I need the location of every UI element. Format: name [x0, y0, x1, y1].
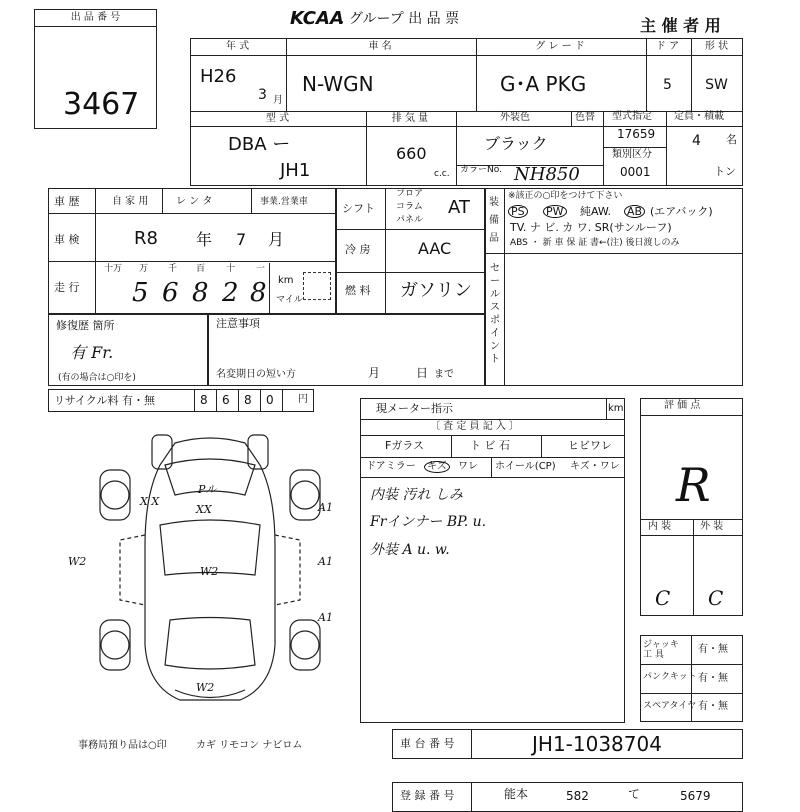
color-no: NH850 [514, 164, 580, 185]
chip-label: ト ビ 石 [470, 439, 510, 452]
lot-number-label: 出 品 番 号 [70, 12, 121, 23]
shift-floor: フロア [396, 189, 424, 199]
digit-label-1k: 千 [168, 264, 178, 274]
mileage-digit: 6 [162, 278, 179, 308]
diagram-mark: W2 [200, 565, 219, 578]
color-label: 外装色 [500, 112, 530, 123]
diagram-mark: Pル [198, 483, 217, 496]
registration-number: 5679 [680, 789, 711, 803]
deadline-month: 月 [368, 366, 381, 380]
inspection-era: R8 [134, 228, 158, 249]
office-note: 事務局預り品は○印 [78, 740, 167, 751]
shape-label: 形 状 [704, 41, 729, 52]
doors: 5 [663, 77, 672, 93]
exterior-color: ブラック [484, 134, 548, 153]
mirror-crack[interactable]: ワレ [458, 461, 478, 472]
history-label: 車 歴 [54, 195, 80, 208]
recycle-label: リサイクル料 有・無 [54, 394, 155, 407]
capacity-unit: 名 [726, 133, 737, 146]
equip-ab-note: (エアバック) [650, 205, 713, 218]
chassis-label: 車 台 番 号 [400, 737, 455, 750]
tool-spare-label: スペアタイヤ [643, 701, 697, 711]
mile-label: マイル [276, 295, 303, 305]
color-no-label: カラーNo. [460, 165, 502, 175]
inspection-label: 車 検 [54, 233, 80, 246]
crack-label: ヒビワレ [568, 439, 612, 452]
shift-panel: パネル [396, 215, 424, 225]
deadline-label: 名変期日の短い方 [216, 369, 296, 380]
rating-score: R [676, 458, 711, 512]
equip-ab[interactable]: AB [624, 205, 645, 218]
inspection-year-unit: 年 [196, 230, 213, 249]
digit-label-10k: 万 [139, 264, 149, 274]
inspection-month-unit: 月 [268, 230, 285, 249]
diagram-mark: A1 [318, 611, 333, 624]
inspection-month: 7 [236, 230, 247, 249]
shift-column: コラム [396, 202, 423, 212]
grade-label: グ レ ー ド [535, 41, 585, 52]
hand-note: 外装 A u. w. [370, 542, 450, 558]
diagram-mark: XX [196, 503, 212, 516]
lot-number-box [34, 9, 157, 129]
digit-label-100: 百 [196, 264, 206, 274]
shift-label: シフト [342, 202, 375, 215]
lot-number: 3467 [63, 87, 140, 122]
shift-value: AT [448, 197, 470, 218]
car-name-label: 車 名 [368, 41, 392, 52]
doors-label: ド ア [655, 41, 680, 52]
load-unit: トン [714, 165, 736, 178]
interior-score: C [655, 586, 671, 610]
vehicle-info-table [190, 38, 743, 186]
category-label: 類別区分 [612, 149, 652, 160]
fuel-value: ガソリン [400, 280, 472, 301]
meter-km: km [608, 403, 624, 414]
year-month: 3 [258, 87, 267, 103]
inspector-label: 〔 査 定 員 記 入 〕 [430, 421, 520, 432]
interior-label: 内 装 [648, 521, 672, 532]
exterior-label: 外 装 [700, 521, 724, 532]
tool-jack-value[interactable]: 有・無 [698, 644, 728, 655]
recycle-digit: 0 [266, 393, 274, 407]
deadline-suffix: まで [434, 369, 454, 380]
mirror-scratch[interactable]: キズ [424, 461, 450, 473]
history-private: 自 家 用 [112, 196, 149, 207]
registration-class: 582 [566, 789, 589, 803]
designation: 17659 [617, 127, 656, 141]
mileage-label: 走 行 [54, 281, 80, 294]
year-era: H26 [200, 66, 237, 87]
capacity-label: 定員・積載 [674, 111, 724, 122]
wheel-damage: キズ・ワレ [570, 461, 620, 472]
mileage-digit: 5 [132, 278, 149, 308]
sales-point-label: セ ー ル ス ポ イ ン ト [490, 263, 500, 365]
equip-pw[interactable]: PW [543, 205, 567, 218]
form-title: . グループ 出 品 票 [340, 11, 460, 27]
mileage-digit: 8 [250, 278, 267, 308]
repair-label: 修復歴 箇所 [56, 319, 115, 332]
hand-note: 内装 汚れ しみ [370, 487, 463, 503]
tool-spare-value[interactable]: 有・無 [698, 701, 728, 712]
grade: G･A PKG [500, 72, 587, 96]
cc-unit: c.c. [434, 169, 450, 179]
tool-puncture-value[interactable]: 有・無 [698, 673, 728, 684]
color-change-label: 色替 [575, 112, 595, 123]
diagram-mark: W2 [196, 681, 215, 694]
history-business: 事業.営業車 [260, 197, 308, 207]
tool-jack-label: ジャッキ 工 具 [643, 640, 679, 660]
capacity: 4 [692, 133, 701, 149]
notes-label: 注意事項 [216, 317, 260, 330]
diagram-mark: A1 [318, 555, 333, 568]
recycle-digit: 8 [244, 393, 252, 407]
shape: SW [705, 77, 728, 93]
designation-label: 型式指定 [612, 111, 652, 122]
registration-kana: て [628, 787, 641, 801]
equip-line3: ABS ・ 新 車 保 証 書←(注) 後日渡しのみ [510, 238, 680, 248]
fuel-label: 燃 料 [345, 284, 371, 297]
rating-label: 評 価 点 [664, 400, 701, 411]
mile-checkbox[interactable] [303, 272, 331, 300]
category: 0001 [620, 165, 651, 179]
ac-value: AAC [418, 239, 452, 258]
wheel-label: ホイール(CP) [495, 461, 556, 472]
digit-label-1: 一 [256, 264, 266, 274]
organizer-label: 主 催 者 用 [640, 16, 721, 35]
model-code: JH1 [280, 160, 311, 181]
mileage-digit: 2 [222, 278, 239, 308]
ac-label: 冷 房 [345, 243, 371, 256]
equip-aw[interactable]: 純AW. [580, 205, 612, 218]
year-label: 年 式 [225, 41, 250, 52]
mileage-digit: 8 [192, 278, 209, 308]
office-items: カギ リモコン ナビロム [196, 740, 303, 751]
repair-note: (有の場合は○印を) [58, 373, 136, 383]
car-name: N-WGN [302, 72, 374, 96]
registration-region: 能本 [504, 787, 529, 801]
equip-ps[interactable]: PS [508, 205, 528, 218]
diagram-mark: A1 [318, 501, 333, 514]
displacement-label: 排 気 量 [391, 113, 429, 124]
kcaa-logo: KCAA [290, 8, 344, 29]
digit-label-100k: 十万 [104, 264, 123, 274]
equip-line2: TV. ナ ビ. カ ワ. SR(サンルーフ) [510, 221, 672, 234]
diagram-mark: W2 [68, 555, 87, 568]
glass-label: Fガラス [385, 439, 424, 452]
repair-value: 有 Fr. [70, 343, 114, 362]
recycle-digit: 6 [222, 393, 230, 407]
diagram-mark: X X [140, 495, 160, 508]
exterior-score: C [708, 586, 724, 610]
mirror-label: ドアミラー [366, 461, 416, 472]
recycle-digit: 8 [200, 393, 208, 407]
chassis-number: JH1-1038704 [532, 732, 662, 756]
meter-label: 現メーター指示 [376, 402, 453, 415]
deadline-day: 日 [416, 366, 429, 380]
tool-puncture-label: パンクキット [643, 672, 697, 682]
model-label: 型 式 [265, 113, 290, 124]
equipment-label: 装 備 品 [489, 197, 499, 244]
year-month-unit: 月 [273, 95, 283, 106]
digit-label-10: 十 [226, 264, 236, 274]
equipment-note: ※該正の○印をつけて下さい [508, 191, 623, 201]
hand-note: Frインナー BP. u. [370, 514, 487, 530]
recycle-unit: 円 [298, 394, 308, 405]
registration-label: 登 録 番 号 [400, 789, 455, 802]
km-label: km [278, 275, 294, 286]
history-rental: レ ン タ [176, 196, 213, 207]
model-prefix: DBA ー [228, 134, 291, 155]
displacement: 660 [396, 144, 427, 163]
